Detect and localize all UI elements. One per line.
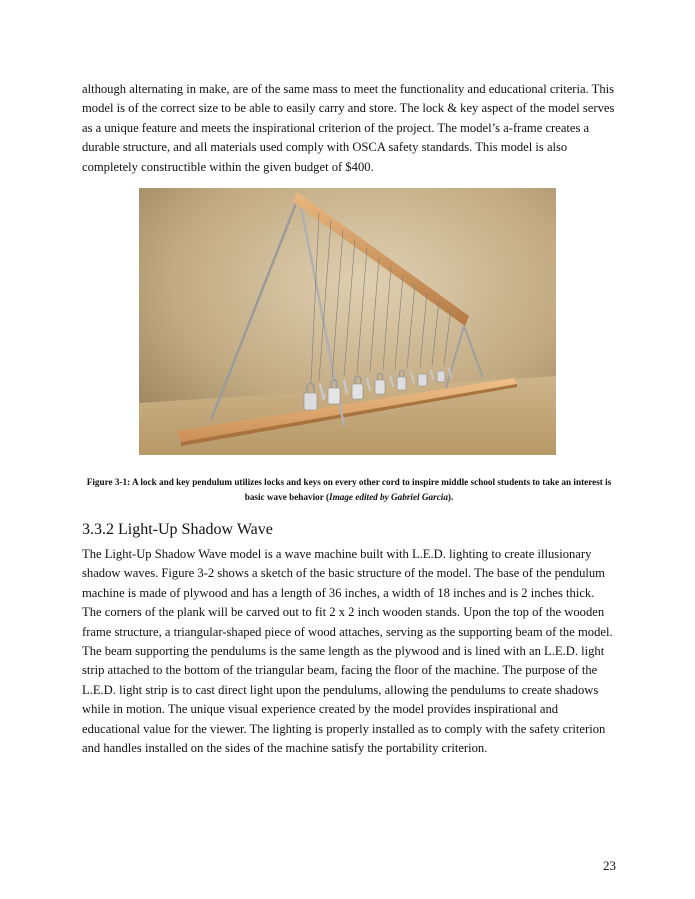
figure-caption [82,475,616,505]
caption-text: Figure 3-1: A lock and key pendulum utilizes locks and keys on every other cord to inspire middle school students to take an interest is basic wave behavior ( [86,477,612,502]
body-paragraph-1: although alternating in make, are of the same mass to meet the functionality and educational criteria. This model is of the correct size to be able to easily carry and store. The lock & key aspect of the model serves as a unique feature and meets the inspirational criterion of the project. The model’s a-frame creates a durable structure, and all materials used comply with OSCA safety standards. This model is also completely constructible within the given budget of $400. [82,82,615,174]
section-heading: 3.3.2 Light-Up Shadow Wave [82,521,273,538]
page-number: 23 [603,858,616,873]
body-paragraph-2: The Light-Up Shadow Wave model is a wave machine built with L.E.D. lighting to create illusionary shadow waves. Figure 3-2 shows a sketch of the basic structure of the model. The base of the pendulum machine is made of plywood and has a length of 36 inches, a width of 18 inches and is 2 inches thick. The corners of the plank will be carved out to fit 2 x 2 inch wooden stands. Upon the top of the wooden frame structure, a triangular-shaped piece of wood attaches, serving as the supporting beam of the model. The beam supporting the pendulums is the same length as the plywood and is lined with an L.E.D. light strip attached to the bottom of the triangular beam, facing the floor of the machine. The purpose of the L.E.D. light strip is to cast direct light upon the pendulums, allowing the pendulums to create shadows while in motion. The unique visual experience created by the model provides inspirational and educational value for the viewer. The lighting is properly installed as to comply with the safety criterion and handles installed on the sides of the machine satisfy the portability criterion. [82,547,613,756]
caption-credit: Image edited by Gabriel Garcia [329,492,448,502]
caption-end: ). [447,492,454,502]
pendulum-photo [139,188,556,455]
pendulum-photo-drawing [139,188,556,455]
